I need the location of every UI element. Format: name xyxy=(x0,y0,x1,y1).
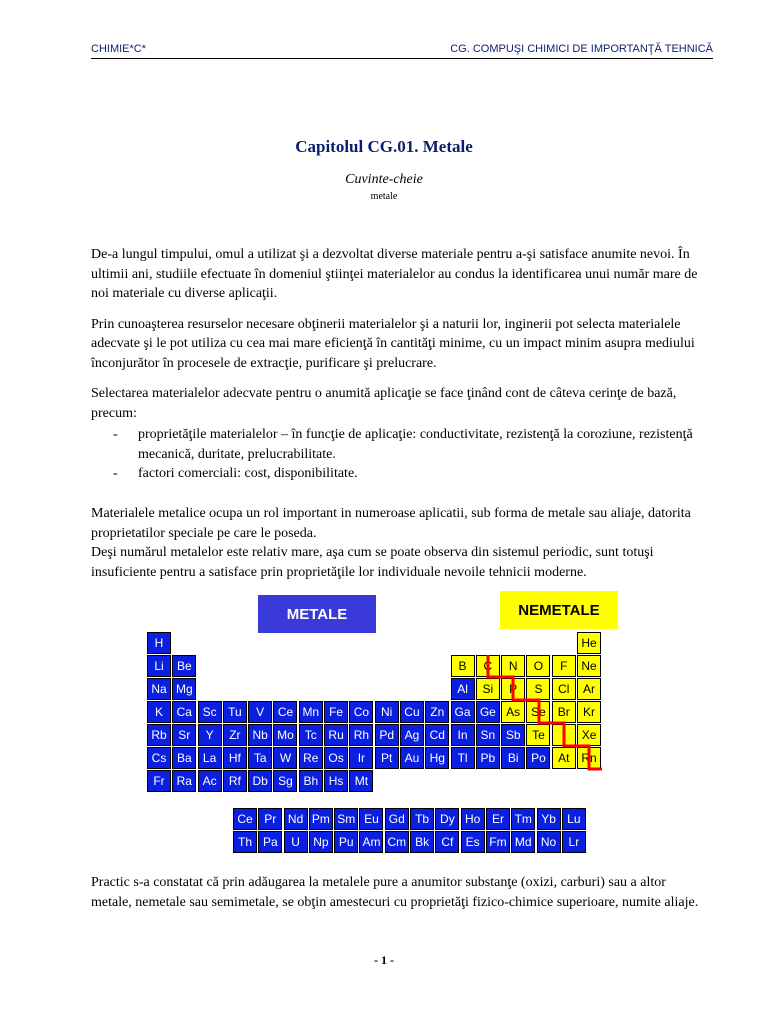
element-cell-In: In xyxy=(451,724,475,746)
header-left: CHIMIE*C* xyxy=(91,43,147,55)
element-cell-S: S xyxy=(526,678,550,700)
element-cell-U: U xyxy=(284,831,308,853)
metals-text xyxy=(91,504,703,582)
element-cell-Xe: Xe xyxy=(577,724,601,746)
element-cell-At: At xyxy=(552,747,576,769)
element-cell-Ho: Ho xyxy=(461,808,485,830)
element-cell-Se: Se xyxy=(526,701,550,723)
empty-slot xyxy=(400,655,424,677)
element-cell-Co: Co xyxy=(349,701,373,723)
element-cell-F: F xyxy=(552,655,576,677)
list-item: - factori comerciali: cost, disponibilitate. xyxy=(113,464,703,484)
element-cell-Bk: Bk xyxy=(410,831,434,853)
element-cell-Ce: Ce xyxy=(273,701,297,723)
empty-slot xyxy=(451,632,475,654)
element-cell-Ag: Ag xyxy=(400,724,424,746)
empty-slot xyxy=(375,655,399,677)
element-cell-Cu: Cu xyxy=(400,701,424,723)
empty-slot xyxy=(223,678,247,700)
element-cell-Po: Po xyxy=(526,747,550,769)
empty-slot xyxy=(324,655,348,677)
element-cell-Sg: Sg xyxy=(273,770,297,792)
element-cell-K: K xyxy=(147,701,171,723)
element-cell-Ne: Ne xyxy=(577,655,601,677)
element-cell-B: B xyxy=(451,655,475,677)
nonmetals-label: NEMETALE xyxy=(500,591,618,629)
element-cell-Pa: Pa xyxy=(258,831,282,853)
element-cell-Sn: Sn xyxy=(476,724,500,746)
empty-slot xyxy=(198,655,222,677)
element-cell-Tb: Tb xyxy=(410,808,434,830)
empty-slot xyxy=(349,678,373,700)
element-cell-Yb: Yb xyxy=(537,808,561,830)
element-cell-Th: Th xyxy=(233,831,257,853)
empty-slot xyxy=(223,655,247,677)
empty-slot xyxy=(324,678,348,700)
element-cell-Fm: Fm xyxy=(486,831,510,853)
paragraph-resources: Prin cunoaşterea resurselor necesare obţinerii materialelor şi a naturii lor, inginerii pot selecta materialele adecvate şi le pot utiliza cu cea mai mare eficienţă în cantităţi minime, cu un impact minim asupra mediului înconjurător în procesele de extracţie, purificare şi prelucrare. xyxy=(91,316,695,371)
paragraph-periodic: Deşi numărul metalelor este relativ mare, aşa cum se poate observa din sistemul periodic, sunt totuşi insuficiente pentru a satisface prin proprietăţile lor individuale nevoile tehnicii moderne. xyxy=(91,545,654,580)
element-cell-Re: Re xyxy=(299,747,323,769)
element-cell-Ge: Ge xyxy=(476,701,500,723)
element-cell-Fr: Fr xyxy=(147,770,171,792)
element-cell-Ra: Ra xyxy=(172,770,196,792)
element-cell-Zn: Zn xyxy=(425,701,449,723)
element-cell-Tc: Tc xyxy=(299,724,323,746)
element-cell-Ba: Ba xyxy=(172,747,196,769)
element-cell-Pu: Pu xyxy=(334,831,358,853)
element-cell-Rh: Rh xyxy=(349,724,373,746)
element-cell-Gd: Gd xyxy=(385,808,409,830)
empty-slot xyxy=(501,632,525,654)
empty-slot xyxy=(248,655,272,677)
element-cell-Ce: Ce xyxy=(233,808,257,830)
empty-slot xyxy=(425,632,449,654)
element-cell-W: W xyxy=(273,747,297,769)
element-cell-Sm: Sm xyxy=(334,808,358,830)
element-cell-Sb: Sb xyxy=(501,724,525,746)
element-cell-Tu: Tu xyxy=(223,701,247,723)
empty-slot xyxy=(223,632,247,654)
empty-slot xyxy=(400,678,424,700)
element-cell-Mg: Mg xyxy=(172,678,196,700)
element-cell-Fe: Fe xyxy=(324,701,348,723)
element-cell-Ar: Ar xyxy=(577,678,601,700)
element-cell-O: O xyxy=(526,655,550,677)
element-cell-Li: Li xyxy=(147,655,171,677)
empty-slot xyxy=(349,655,373,677)
element-cell-Am: Am xyxy=(359,831,383,853)
element-cell-Tm: Tm xyxy=(511,808,535,830)
empty-slot xyxy=(476,632,500,654)
element-cell-Te: Te xyxy=(526,724,550,746)
empty-slot xyxy=(273,632,297,654)
element-cell-Ac: Ac xyxy=(198,770,222,792)
element-cell-Nb: Nb xyxy=(248,724,272,746)
requirements-list xyxy=(91,425,703,484)
paragraph-alloys: Practic s-a constatat că prin adăugarea la metalele pure a anumitor substanţe (oxizi, carburi) sau a altor metale, nemetale sau semimetale, se obţin amestecuri cu proprietăţi fizico-chimice superioare, numite aliaje. xyxy=(91,875,699,910)
element-cell-Os: Os xyxy=(324,747,348,769)
empty-slot xyxy=(299,678,323,700)
element-cell-Hf: Hf xyxy=(223,747,247,769)
empty-slot xyxy=(248,632,272,654)
element-cell-Pb: Pb xyxy=(476,747,500,769)
element-cell-Pd: Pd xyxy=(375,724,399,746)
empty-slot xyxy=(273,655,297,677)
metals-label: METALE xyxy=(258,595,376,633)
element-cell-H: H xyxy=(147,632,171,654)
element-cell-Na: Na xyxy=(147,678,171,700)
element-cell-I: I xyxy=(552,724,576,746)
element-cell-Ta: Ta xyxy=(248,747,272,769)
element-cell-Lr: Lr xyxy=(562,831,586,853)
element-cell-Al: Al xyxy=(451,678,475,700)
element-cell-Db: Db xyxy=(248,770,272,792)
element-cell-Ru: Ru xyxy=(324,724,348,746)
list-item: - proprietăţile materialelor – în funcţie de aplicaţie: conductivitate, rezistenţă la coroziune, rezistenţă mecanică, duritate, prelucrabilitate. xyxy=(113,425,703,464)
element-cell-P: P xyxy=(501,678,525,700)
element-cell-Cl: Cl xyxy=(552,678,576,700)
element-cell-Cd: Cd xyxy=(425,724,449,746)
element-cell-Br: Br xyxy=(552,701,576,723)
alloys-text xyxy=(91,873,703,912)
element-cell-V: V xyxy=(248,701,272,723)
header-right: CG. COMPUŞI CHIMICI DE IMPORTANŢĂ TEHNICĂ xyxy=(450,43,713,55)
element-cell-Pt: Pt xyxy=(375,747,399,769)
element-cell-Kr: Kr xyxy=(577,701,601,723)
element-cell-Hg: Hg xyxy=(425,747,449,769)
empty-slot xyxy=(552,632,576,654)
element-cell-Ir: Ir xyxy=(349,747,373,769)
element-cell-N: N xyxy=(501,655,525,677)
empty-slot xyxy=(425,678,449,700)
element-cell-Zr: Zr xyxy=(223,724,247,746)
element-cell-Cf: Cf xyxy=(435,831,459,853)
element-cell-Nd: Nd xyxy=(284,808,308,830)
element-cell-Ni: Ni xyxy=(375,701,399,723)
empty-slot xyxy=(299,655,323,677)
element-cell-Ca: Ca xyxy=(172,701,196,723)
element-cell-Y: Y xyxy=(198,724,222,746)
empty-slot xyxy=(299,632,323,654)
element-cell-Np: Np xyxy=(309,831,333,853)
element-cell-Au: Au xyxy=(400,747,424,769)
element-cell-La: La xyxy=(198,747,222,769)
keywords-label: Cuvinte-cheie xyxy=(345,172,423,187)
element-cell-Ga: Ga xyxy=(451,701,475,723)
keywords-value: metale xyxy=(370,191,398,202)
intro-text xyxy=(91,245,703,495)
element-cell-Rb: Rb xyxy=(147,724,171,746)
empty-slot xyxy=(425,655,449,677)
element-cell-Cm: Cm xyxy=(385,831,409,853)
element-cell-Bh: Bh xyxy=(299,770,323,792)
chapter-title: Capitolul CG.01. Metale xyxy=(295,137,473,156)
paragraph-metals: Materialele metalice ocupa un rol important in numeroase aplicatii, sub forma de metale sau aliaje, datorita proprietatilor speciale pe care le poseda. xyxy=(91,506,691,541)
element-cell-Cs: Cs xyxy=(147,747,171,769)
element-cell-Sc: Sc xyxy=(198,701,222,723)
element-cell-Md: Md xyxy=(511,831,535,853)
element-cell-Sr: Sr xyxy=(172,724,196,746)
element-cell-Mn: Mn xyxy=(299,701,323,723)
element-cell-Tl: Tl xyxy=(451,747,475,769)
empty-slot xyxy=(324,632,348,654)
element-cell-He: He xyxy=(577,632,601,654)
empty-slot xyxy=(248,678,272,700)
empty-slot xyxy=(400,632,424,654)
empty-slot xyxy=(172,632,196,654)
element-cell-Rf: Rf xyxy=(223,770,247,792)
element-cell-As: As xyxy=(501,701,525,723)
element-cell-Pm: Pm xyxy=(309,808,333,830)
empty-slot xyxy=(198,678,222,700)
element-cell-Pr: Pr xyxy=(258,808,282,830)
paragraph-intro: De-a lungul timpului, omul a utilizat şi a dezvoltat diverse materiale pentru a-şi satisface anumite nevoi. În ultimii ani, studiile efectuate în domeniul ştiinţei materialelor au condus la identificarea unui număr mare de noi materiale cu diverse aplicaţii. xyxy=(91,247,698,301)
element-cell-Mo: Mo xyxy=(273,724,297,746)
element-cell-Dy: Dy xyxy=(435,808,459,830)
page-number: - 1 - xyxy=(374,953,394,967)
empty-slot xyxy=(375,678,399,700)
element-cell-Es: Es xyxy=(461,831,485,853)
element-cell-No: No xyxy=(537,831,561,853)
element-cell-Eu: Eu xyxy=(359,808,383,830)
empty-slot xyxy=(349,632,373,654)
running-header xyxy=(91,42,713,59)
element-cell-Hs: Hs xyxy=(324,770,348,792)
empty-slot xyxy=(273,678,297,700)
element-cell-Mt: Mt xyxy=(349,770,373,792)
element-cell-Bi: Bi xyxy=(501,747,525,769)
element-cell-Lu: Lu xyxy=(562,808,586,830)
f-block xyxy=(233,808,587,854)
empty-slot xyxy=(375,632,399,654)
element-cell-Be: Be xyxy=(172,655,196,677)
paragraph-selection: Selectarea materialelor adecvate pentru o anumită aplicaţie se face ţinând cont de câteva cerinţe de bază, precum: xyxy=(91,386,677,421)
empty-slot xyxy=(526,632,550,654)
element-cell-Si: Si xyxy=(476,678,500,700)
periodic-table xyxy=(147,632,602,793)
empty-slot xyxy=(198,632,222,654)
element-cell-C: C xyxy=(476,655,500,677)
element-cell-Er: Er xyxy=(486,808,510,830)
element-cell-Rn: Rn xyxy=(577,747,601,769)
